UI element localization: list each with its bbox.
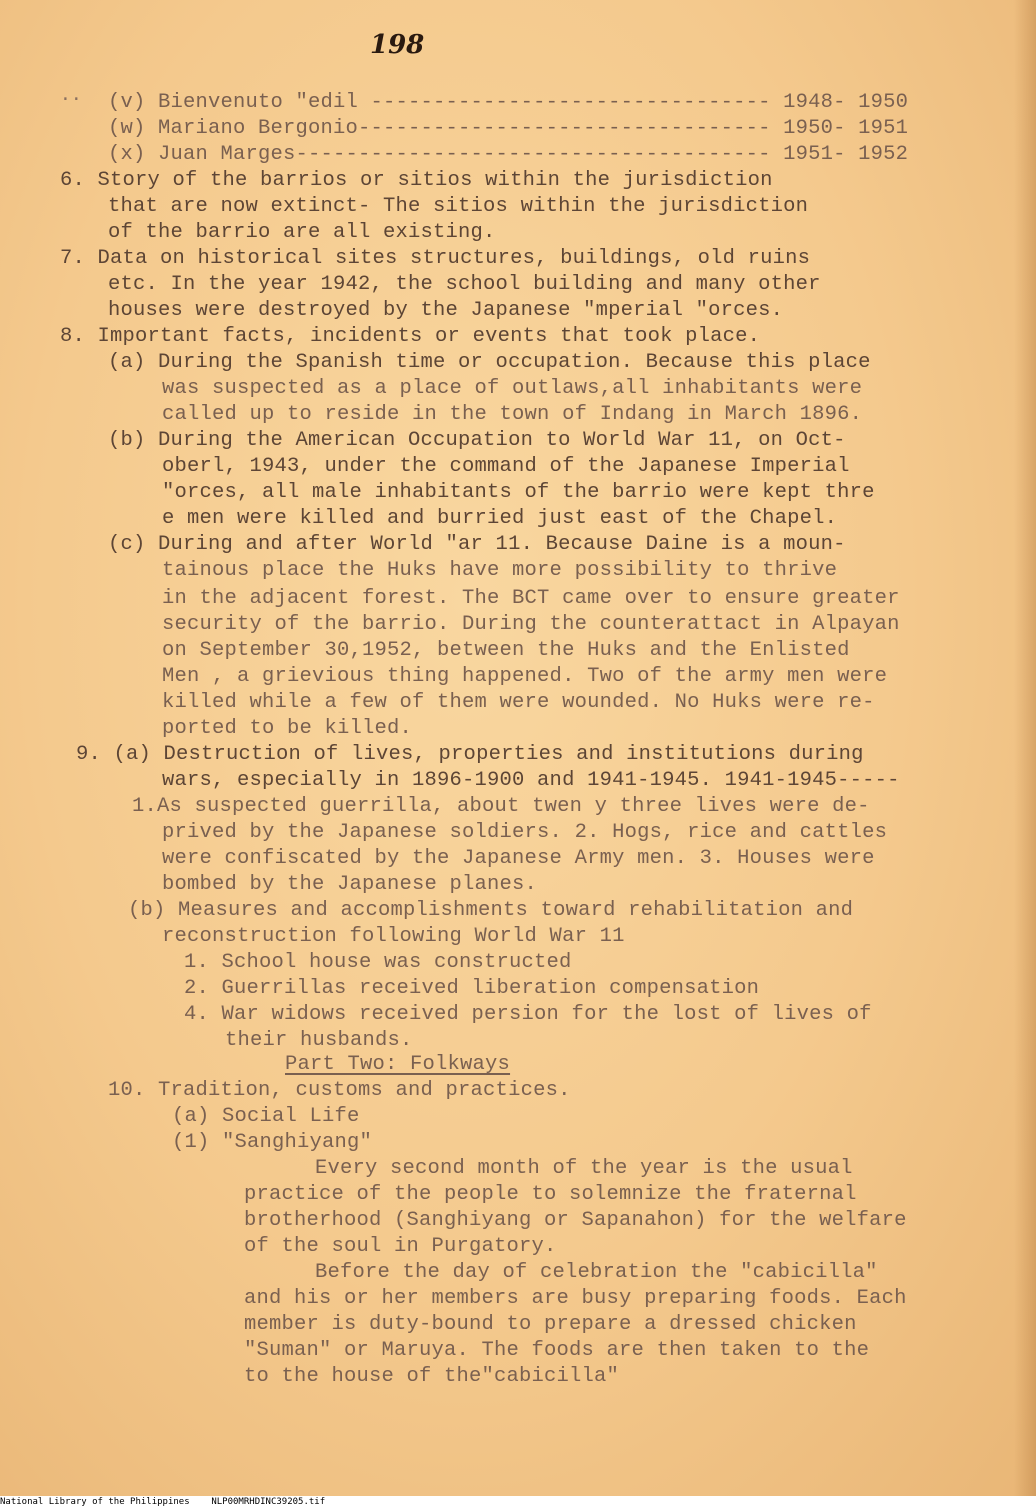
text-line: practice of the people to solemnize the fraternal — [244, 1183, 857, 1206]
text-line: 1. School house was constructed — [184, 951, 572, 974]
text-line: 6. Story of the barrios or sitios within the jurisdiction — [60, 169, 773, 192]
text-line: 1.As suspected guerrilla, about twen y three lives were de- — [132, 795, 870, 818]
text-line: reconstruction following World War 11 — [162, 925, 625, 948]
text-line: were confiscated by the Japanese Army men. 3. Houses were — [162, 847, 875, 870]
margin-mark: .. — [60, 84, 82, 105]
text-line: (b) During the American Occupation to World War 11, on Oct- — [108, 429, 846, 452]
text-line: of the barrio are all existing. — [108, 221, 496, 244]
text-line: (x) Juan Marges-------------------------------------- 1951- 1952 — [108, 143, 909, 166]
text-line: 8. Important facts, incidents or events that took place. — [60, 325, 761, 348]
text-line: bombed by the Japanese planes. — [162, 873, 538, 896]
text-line: tainous place the Huks have more possibility to thrive — [162, 559, 838, 582]
text-line: and his or her members are busy preparing foods. Each — [244, 1287, 907, 1310]
text-line: (1) "Sanghiyang" — [172, 1131, 373, 1154]
text-line: of the soul in Purgatory. — [244, 1235, 557, 1258]
file-name: NLP00MRHDINC39205.tif — [211, 1497, 326, 1507]
text-line: ported to be killed. — [162, 717, 413, 740]
section-heading: Part Two: Folkways — [285, 1053, 511, 1076]
text-line: 2. Guerrillas received liberation compensation — [184, 977, 760, 1000]
text-line: Before the day of celebration the "cabicilla" — [315, 1261, 878, 1284]
text-line: (c) During and after World "ar 11. Because Daine is a moun- — [108, 533, 846, 556]
text-line: member is duty-bound to prepare a dressed chicken — [244, 1313, 857, 1336]
scan-footer — [0, 1496, 1036, 1508]
text-line: security of the barrio. During the counterattact in Alpayan — [162, 613, 900, 636]
text-line: (b) Measures and accomplishments toward rehabilitation and — [128, 899, 854, 922]
text-line: their husbands. — [225, 1029, 413, 1052]
text-line: prived by the Japanese soldiers. 2. Hogs, rice and cattles — [162, 821, 888, 844]
text-line: wars, especially in 1896-1900 and 1941-1945. 1941-1945----- — [162, 769, 900, 792]
text-line: etc. In the year 1942, the school building and many other — [108, 273, 821, 296]
library-name: National Library of the Philippines — [0, 1497, 190, 1507]
text-line: in the adjacent forest. The BCT came over to ensure greater — [162, 587, 900, 610]
text-line: oberl, 1943, under the command of the Japanese Imperial — [162, 455, 850, 478]
text-line: that are now extinct- The sitios within the jurisdiction — [108, 195, 809, 218]
text-line: (w) Mariano Bergonio--------------------------------- 1950- 1951 — [108, 117, 909, 140]
text-line: houses were destroyed by the Japanese "mperial "orces. — [108, 299, 784, 322]
text-line: on September 30,1952, between the Huks and the Enlisted — [162, 639, 850, 662]
text-line: Men , a grievious thing happened. Two of the army men were — [162, 665, 888, 688]
text-line: 10. Tradition, customs and practices. — [108, 1079, 571, 1102]
text-line: (a) During the Spanish time or occupation. Because this place — [108, 351, 871, 374]
text-line: (v) Bienvenuto "edil -------------------------------- 1948- 1950 — [108, 91, 909, 114]
text-line: called up to reside in the town of Indang in March 1896. — [162, 403, 863, 426]
text-line: to the house of the"cabicilla" — [244, 1365, 620, 1388]
page-number: 198 — [370, 30, 425, 60]
text-line: (a) Social Life — [172, 1105, 360, 1128]
text-line: 4. War widows received persion for the lost of lives of — [184, 1003, 872, 1026]
text-line: 9. (a) Destruction of lives, properties and institutions during — [76, 743, 864, 766]
text-line: e men were killed and burried just east of the Chapel. — [162, 507, 838, 530]
text-line: 7. Data on historical sites structures, buildings, old ruins — [60, 247, 811, 270]
text-line: brotherhood (Sanghiyang or Sapanahon) for the welfare — [244, 1209, 907, 1232]
text-line: killed while a few of them were wounded. No Huks were re- — [162, 691, 875, 714]
text-line: was suspected as a place of outlaws,all inhabitants were — [162, 377, 863, 400]
text-line: "orces, all male inhabitants of the barrio were kept thre — [162, 481, 875, 504]
text-line: "Suman" or Maruya. The foods are then taken to the — [244, 1339, 870, 1362]
text-line: Every second month of the year is the usual — [315, 1157, 853, 1180]
